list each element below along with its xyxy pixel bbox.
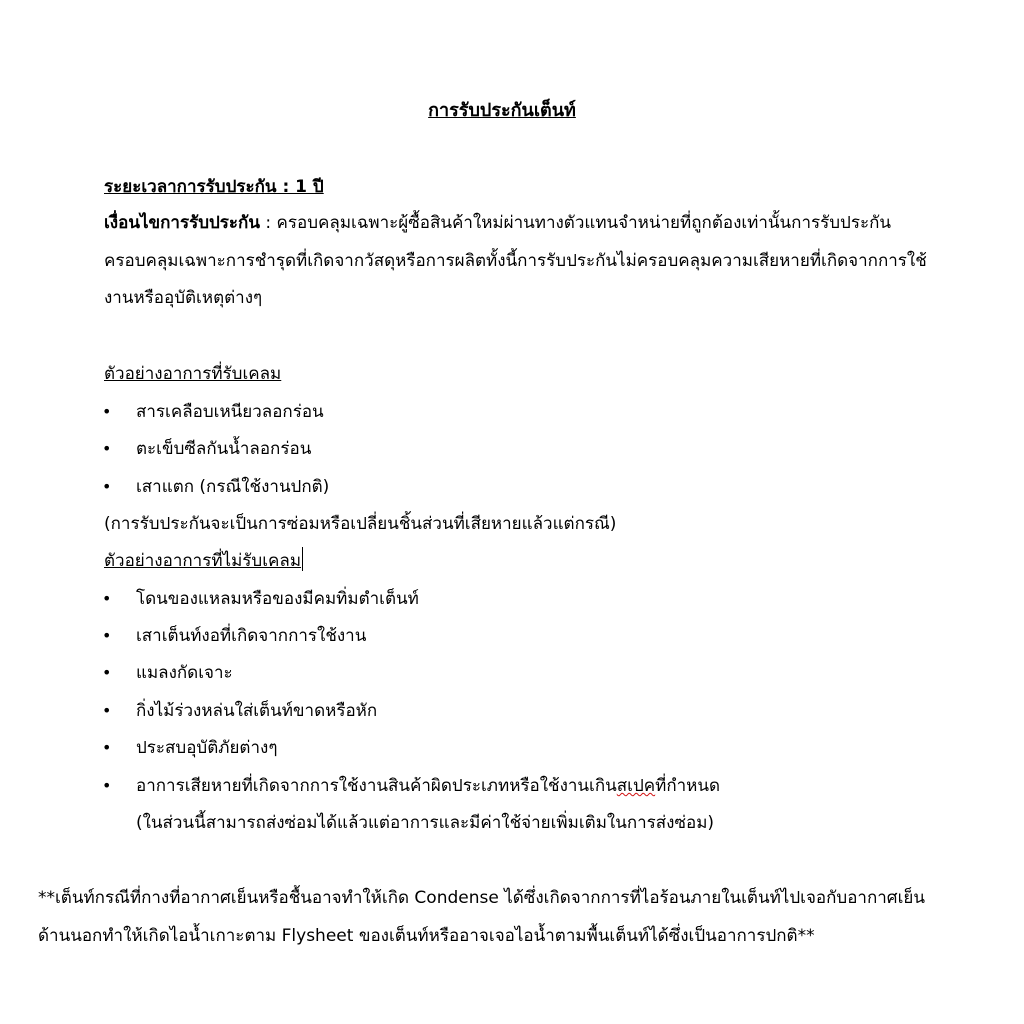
misuse-text-before: อาการเสียหายที่เกิดจากการใช้งานสินค้าผิดประเภทหรือใช้งานเกิน xyxy=(136,776,617,796)
conditions-line-3: งานหรืออุบัติเหตุต่างๆ xyxy=(104,288,263,308)
text-cursor-icon xyxy=(302,547,303,571)
not-covered-item-misuse xyxy=(136,772,720,800)
bullet-icon: • xyxy=(102,776,112,795)
bullet-icon: • xyxy=(102,477,112,496)
covered-note: (การรับประกันจะเป็นการซ่อมหรือเปลี่ยนชิ้นส่วนที่เสียหายแล้วแต่กรณี) xyxy=(104,514,617,534)
not-covered-item: แมลงกัดเจาะ xyxy=(136,663,233,683)
bullet-icon: • xyxy=(102,663,112,682)
bullet-icon: • xyxy=(102,738,112,757)
bullet-icon: • xyxy=(102,701,112,720)
warranty-period: ระยะเวลาการรับประกัน : 1 ปี xyxy=(104,177,324,197)
not-covered-item: กิ่งไม้ร่วงหล่นใส่เต็นท์ขาดหรือหัก xyxy=(136,701,378,721)
not-covered-item: ประสบอุบัติภัยต่างๆ xyxy=(136,738,278,758)
bullet-icon: • xyxy=(102,439,112,458)
misuse-note: (ในส่วนนี้สามารถส่งซ่อมได้แล้วแต่อาการและมีค่าใช้จ่ายเพิ่มเติมในการส่งซ่อม) xyxy=(136,813,715,833)
bullet-icon: • xyxy=(102,626,112,645)
covered-heading: ตัวอย่างอาการที่รับเคลม xyxy=(104,364,282,384)
not-covered-item: เสาเต็นท์งอที่เกิดจากการใช้งาน xyxy=(136,626,367,646)
misuse-text-after: ที่กำหนด xyxy=(655,776,721,796)
document-title: การรับประกันเต็นท์ xyxy=(428,100,576,121)
conditions-label: เงื่อนไขการรับประกัน xyxy=(104,213,260,233)
conditions-line-2: ครอบคลุมเฉพาะการชำรุดที่เกิดจากวัสดุหรือการผลิตทั้งนี้การรับประกันไม่ครอบคลุมความเสียหายที่เกิดจากการใช้ xyxy=(104,251,927,271)
bullet-icon: • xyxy=(102,402,112,421)
not-covered-item: โดนของแหลมหรือของมีคมทิ่มตำเต็นท์ xyxy=(136,589,419,609)
covered-item: ตะเข็บซีลกันน้ำลอกร่อน xyxy=(136,439,312,459)
conditions-line-1 xyxy=(104,209,891,237)
not-covered-heading-row xyxy=(104,547,303,575)
not-covered-heading: ตัวอย่างอาการที่ไม่รับเคลม xyxy=(104,551,302,571)
bullet-icon: • xyxy=(102,589,112,608)
footnote-line-2: ด้านนอกทำให้เกิดไอน้ำเกาะตาม Flysheet ของเต็นท์หรืออาจเจอไอน้ำตามพื้นเต็นท์ได้ซึ่งเป็นอาการปกติ** xyxy=(38,926,815,946)
footnote-line-1: **เต็นท์กรณีที่กางที่อากาศเย็นหรือชื้นอาจทำให้เกิด Condense ได้ซึ่งเกิดจากการที่ไอร้อนภายในเต็นท์ไปเจอกับอากาศเย็น xyxy=(38,888,925,908)
spellcheck-flagged-word[interactable]: สเปค xyxy=(616,776,656,796)
conditions-text: : ครอบคลุมเฉพาะผู้ซื้อสินค้าใหม่ผ่านทางตัวแทนจำหน่ายที่ถูกต้องเท่านั้นการรับประกัน xyxy=(259,213,892,233)
covered-item: สารเคลือบเหนียวลอกร่อน xyxy=(136,402,324,422)
covered-item: เสาแตก (กรณีใช้งานปกติ) xyxy=(136,477,330,497)
